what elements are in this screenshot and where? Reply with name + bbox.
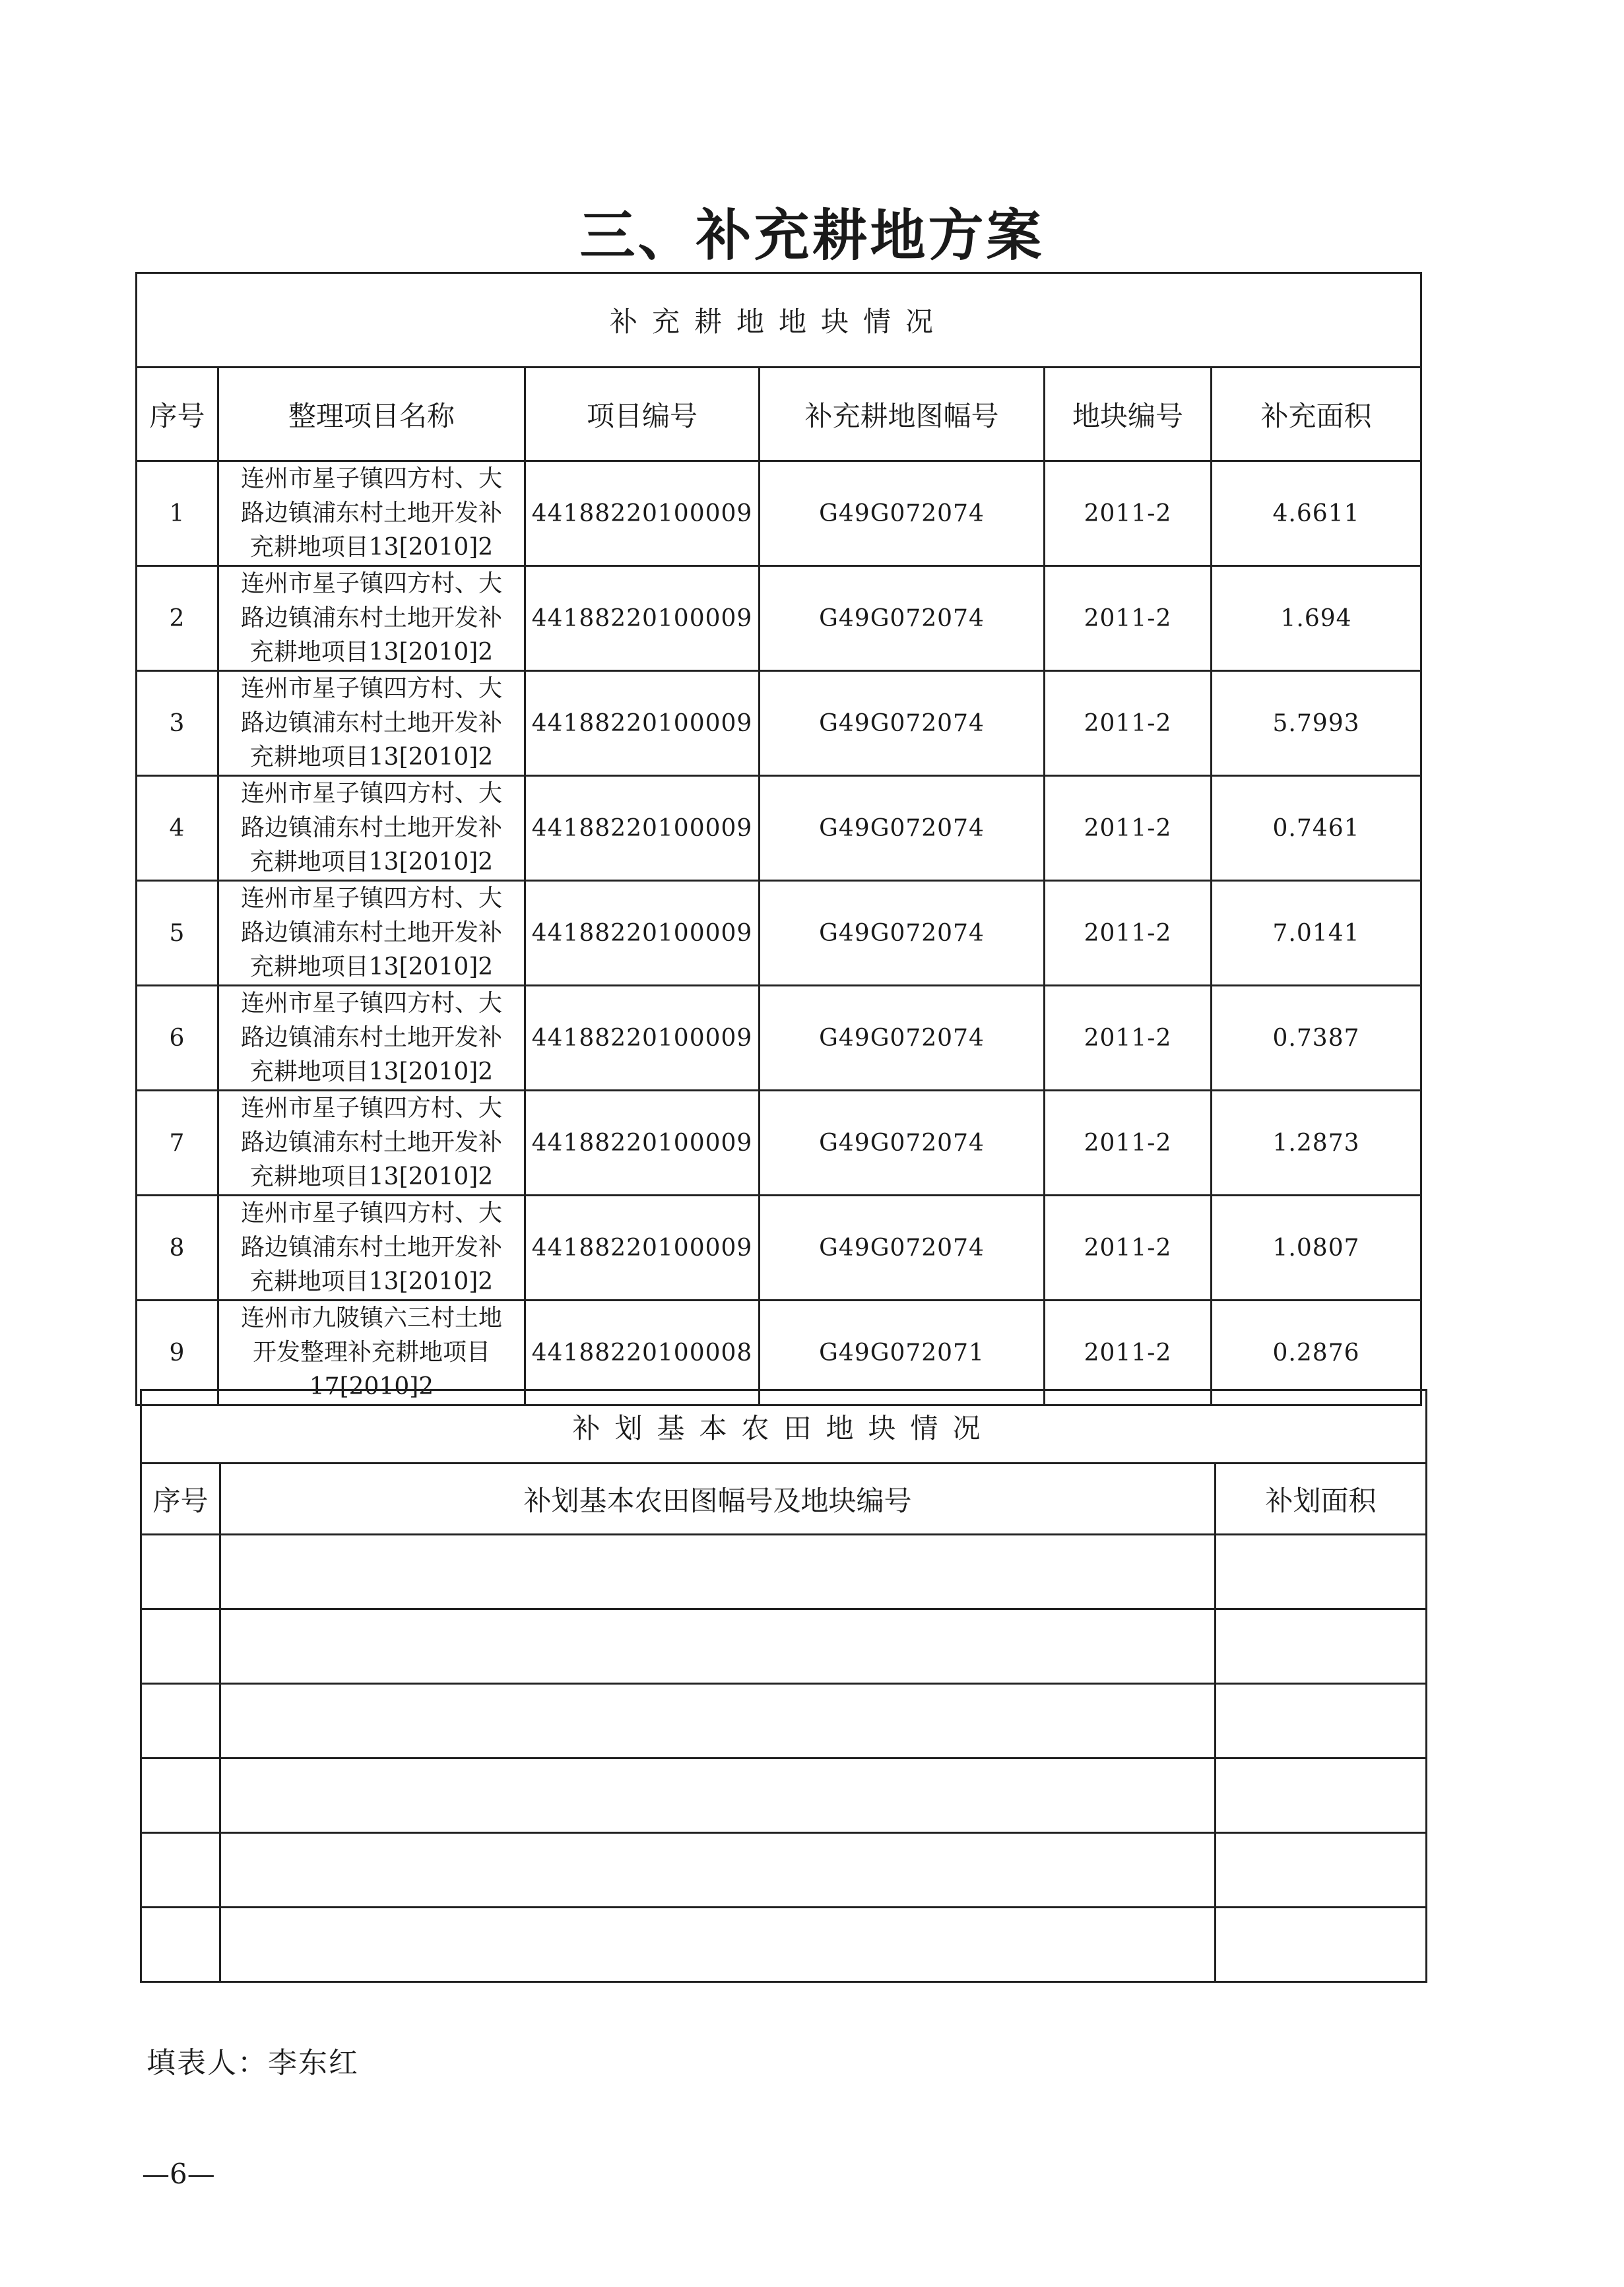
map-sheet: G49G072074 <box>760 1091 1045 1196</box>
basic-farmland-table <box>140 1389 1427 1983</box>
area <box>1216 1758 1427 1833</box>
project-name-line: 连州市九陂镇六三村土地 <box>240 1305 502 1332</box>
row-number: 7 <box>137 1091 218 1196</box>
project-name-line: 连州市星子镇四方村、大 <box>240 780 502 807</box>
block-code: 2011-2 <box>1045 776 1212 881</box>
column-header-project-code: 项目编号 <box>525 368 760 461</box>
area <box>1216 1535 1427 1609</box>
project-name <box>218 566 525 671</box>
column-header-no: 序号 <box>137 368 218 461</box>
map-and-block <box>220 1908 1216 1982</box>
project-code: 44188220100009 <box>525 986 760 1091</box>
page-number: —6— <box>142 2158 215 2190</box>
area <box>1216 1908 1427 1982</box>
project-name-line: 路边镇浦东村土地开发补 <box>240 1234 502 1261</box>
project-name-line: 充耕地项目13[2010]2 <box>249 744 494 771</box>
section-heading: 补充耕地地块情况 <box>137 273 1421 368</box>
project-name-line: 充耕地项目13[2010]2 <box>249 1058 494 1085</box>
row-number: 9 <box>137 1301 218 1405</box>
project-name-line: 路边镇浦东村土地开发补 <box>240 499 502 527</box>
row-number <box>141 1684 220 1758</box>
map-and-block <box>220 1609 1216 1684</box>
project-name <box>218 881 525 986</box>
area: 7.0141 <box>1212 881 1421 986</box>
area: 0.2876 <box>1212 1301 1421 1405</box>
project-code: 44188220100009 <box>525 566 760 671</box>
project-name-line: 路边镇浦东村土地开发补 <box>240 709 502 736</box>
table-row <box>137 671 1421 776</box>
column-header-project-name: 整理项目名称 <box>218 368 525 461</box>
project-name-line: 充耕地项目13[2010]2 <box>249 1163 494 1190</box>
table-row <box>141 1908 1427 1982</box>
row-number <box>141 1758 220 1833</box>
area: 5.7993 <box>1212 671 1421 776</box>
row-number <box>141 1908 220 1982</box>
row-number: 6 <box>137 986 218 1091</box>
table-row <box>137 566 1421 671</box>
map-sheet: G49G072071 <box>760 1301 1045 1405</box>
column-header-area: 补划面积 <box>1216 1464 1427 1535</box>
block-code: 2011-2 <box>1045 881 1212 986</box>
project-name-line: 连州市星子镇四方村、大 <box>240 885 502 912</box>
map-and-block <box>220 1758 1216 1833</box>
project-name-line: 充耕地项目13[2010]2 <box>249 534 494 561</box>
row-number <box>141 1609 220 1684</box>
project-name-line: 连州市星子镇四方村、大 <box>240 1200 502 1227</box>
row-number: 5 <box>137 881 218 986</box>
project-name-line: 充耕地项目13[2010]2 <box>249 849 494 876</box>
block-code: 2011-2 <box>1045 566 1212 671</box>
project-code: 44188220100009 <box>525 671 760 776</box>
project-code: 44188220100009 <box>525 881 760 986</box>
row-number <box>141 1833 220 1908</box>
table-row <box>141 1833 1427 1908</box>
row-number: 8 <box>137 1196 218 1301</box>
map-and-block <box>220 1535 1216 1609</box>
area: 1.2873 <box>1212 1091 1421 1196</box>
column-header-map-and-block: 补划基本农田图幅号及地块编号 <box>220 1464 1216 1535</box>
project-name-line: 路边镇浦东村土地开发补 <box>240 814 502 841</box>
table-row <box>137 1091 1421 1196</box>
block-code: 2011-2 <box>1045 461 1212 566</box>
area: 1.0807 <box>1212 1196 1421 1301</box>
column-header-map-sheet: 补充耕地图幅号 <box>760 368 1045 461</box>
column-header-no: 序号 <box>141 1464 220 1535</box>
area <box>1216 1684 1427 1758</box>
row-number: 4 <box>137 776 218 881</box>
block-code: 2011-2 <box>1045 986 1212 1091</box>
map-and-block <box>220 1684 1216 1758</box>
project-name <box>218 1091 525 1196</box>
project-name <box>218 671 525 776</box>
project-name-line: 路边镇浦东村土地开发补 <box>240 604 502 631</box>
table-row <box>141 1684 1427 1758</box>
column-header-area: 补充面积 <box>1212 368 1421 461</box>
project-name-line: 充耕地项目13[2010]2 <box>249 639 494 666</box>
filler-signature: 填表人：李东红 <box>146 2046 359 2080</box>
area: 0.7387 <box>1212 986 1421 1091</box>
project-name-line: 17[2010]2 <box>309 1373 434 1400</box>
project-name-line: 开发整理补充耕地项目 <box>252 1339 490 1366</box>
table-row <box>137 461 1421 566</box>
project-name-line: 路边镇浦东村土地开发补 <box>240 1024 502 1051</box>
row-number: 3 <box>137 671 218 776</box>
map-sheet: G49G072074 <box>760 1196 1045 1301</box>
project-code: 44188220100009 <box>525 776 760 881</box>
project-name <box>218 986 525 1091</box>
page-title: 三、补充耕地方案 <box>579 203 1045 268</box>
table-row <box>137 1196 1421 1301</box>
project-name-line: 连州市星子镇四方村、大 <box>240 570 502 597</box>
project-name <box>218 461 525 566</box>
project-code: 44188220100009 <box>525 1196 760 1301</box>
basic-farmland-table-body <box>141 1390 1427 1982</box>
project-name <box>218 1196 525 1301</box>
project-code: 44188220100009 <box>525 461 760 566</box>
table-row <box>137 986 1421 1091</box>
column-header-block-code: 地块编号 <box>1045 368 1212 461</box>
project-name-line: 路边镇浦东村土地开发补 <box>240 919 502 946</box>
area: 1.694 <box>1212 566 1421 671</box>
map-sheet: G49G072074 <box>760 986 1045 1091</box>
project-name-line: 连州市星子镇四方村、大 <box>240 675 502 702</box>
block-code: 2011-2 <box>1045 1196 1212 1301</box>
project-name-line: 路边镇浦东村土地开发补 <box>240 1129 502 1156</box>
table-row <box>141 1758 1427 1833</box>
project-code: 44188220100009 <box>525 1091 760 1196</box>
project-name-line: 充耕地项目13[2010]2 <box>249 1268 494 1295</box>
map-sheet: G49G072074 <box>760 461 1045 566</box>
project-name <box>218 776 525 881</box>
project-name-line: 连州市星子镇四方村、大 <box>240 1095 502 1122</box>
table-row <box>141 1535 1427 1609</box>
area: 4.6611 <box>1212 461 1421 566</box>
section-heading: 补划基本农田地块情况 <box>141 1390 1427 1464</box>
project-code: 44188220100008 <box>525 1301 760 1405</box>
block-code: 2011-2 <box>1045 1091 1212 1196</box>
area <box>1216 1833 1427 1908</box>
area <box>1216 1609 1427 1684</box>
table-row <box>141 1609 1427 1684</box>
area: 0.7461 <box>1212 776 1421 881</box>
row-number: 1 <box>137 461 218 566</box>
map-sheet: G49G072074 <box>760 671 1045 776</box>
table-row <box>137 776 1421 881</box>
supplementary-farmland-table-body <box>137 273 1421 1405</box>
table-row <box>137 881 1421 986</box>
supplementary-farmland-table <box>135 272 1422 1406</box>
row-number <box>141 1535 220 1609</box>
project-name-line: 充耕地项目13[2010]2 <box>249 953 494 981</box>
block-code: 2011-2 <box>1045 671 1212 776</box>
map-and-block <box>220 1833 1216 1908</box>
map-sheet: G49G072074 <box>760 881 1045 986</box>
project-name-line: 连州市星子镇四方村、大 <box>240 465 502 492</box>
block-code: 2011-2 <box>1045 1301 1212 1405</box>
row-number: 2 <box>137 566 218 671</box>
project-name-line: 连州市星子镇四方村、大 <box>240 990 502 1017</box>
map-sheet: G49G072074 <box>760 776 1045 881</box>
map-sheet: G49G072074 <box>760 566 1045 671</box>
